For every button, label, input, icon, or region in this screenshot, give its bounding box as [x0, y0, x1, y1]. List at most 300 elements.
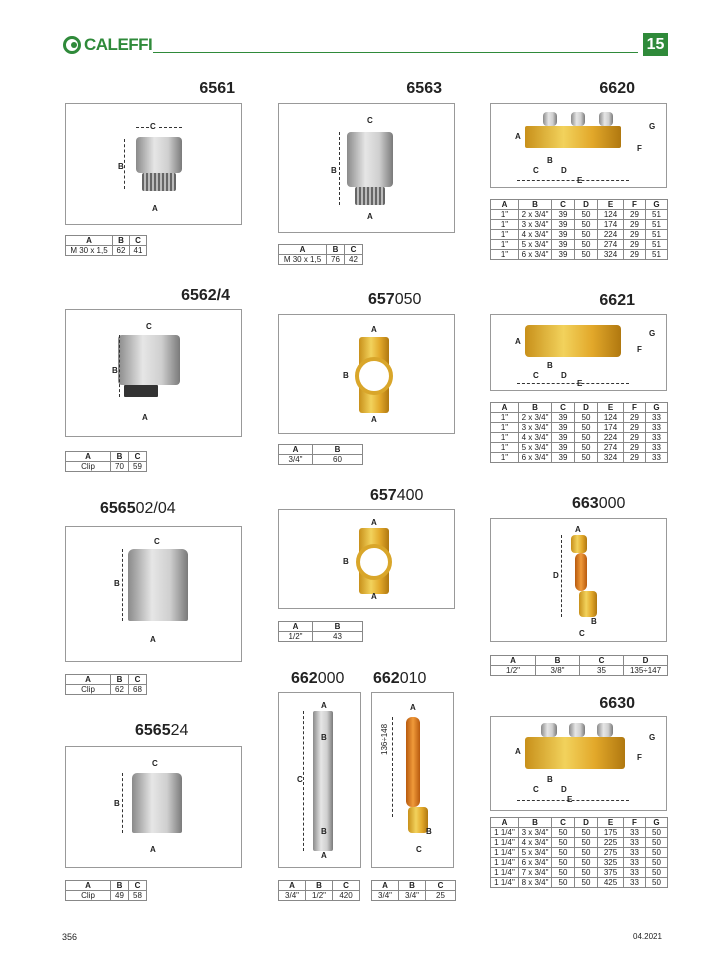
table-header: C [333, 881, 360, 891]
actuator-body [136, 137, 182, 173]
drawing-6561 [65, 103, 242, 225]
dim-e: E [577, 176, 583, 185]
table-cell: 29 [624, 433, 646, 443]
actuator-nut [142, 173, 176, 191]
table-cell: 50 [575, 230, 598, 240]
table-cell: 274 [598, 443, 624, 453]
dim-d: D [553, 571, 559, 580]
code-bold: 6565 [135, 722, 171, 739]
table-cell: 50 [646, 858, 668, 868]
drawing-662010 [371, 692, 454, 868]
table-header: A [491, 818, 519, 828]
product-code-662010 [373, 670, 458, 688]
drawing-6563 [278, 103, 455, 233]
table-cell: 1 1/4" [491, 858, 519, 868]
revision-date: 04.2021 [633, 932, 662, 941]
table-header: B [327, 245, 345, 255]
table-cell: 3/8" [536, 666, 580, 676]
table-header: C [129, 452, 147, 462]
dim-a: A [150, 845, 156, 854]
table-header: B [111, 452, 129, 462]
dim-c: C [579, 629, 585, 638]
table-cell: 2 x 3/4" [519, 413, 552, 423]
table-cell: M 30 x 1,5 [279, 255, 327, 265]
dim-length: 136÷148 [380, 723, 389, 755]
dim-c: C [152, 759, 158, 768]
table-cell: 50 [552, 858, 575, 868]
dim-c: C [416, 845, 422, 854]
dim-line [517, 800, 629, 801]
table-cell: 1" [491, 240, 519, 250]
table-cell: 68 [129, 685, 147, 695]
table-header: F [624, 200, 646, 210]
table-cell: 1" [491, 453, 519, 463]
code-light: 000 [317, 670, 345, 687]
table-header: F [624, 403, 646, 413]
dim-b: B [112, 366, 118, 375]
table-header: B [306, 881, 333, 891]
dim-d: D [561, 785, 567, 794]
spec-table-656502-04 [65, 674, 147, 695]
table-cell: 39 [552, 443, 575, 453]
table-cell: 50 [575, 413, 598, 423]
caleffi-logo [63, 35, 152, 55]
dim-c: C [297, 775, 303, 784]
dim-b: B [118, 162, 124, 171]
spec-table-6621 [490, 402, 668, 463]
table-cell: 60 [313, 455, 363, 465]
dim-c: C [146, 322, 152, 331]
table-cell: 124 [598, 413, 624, 423]
table-cell: 1" [491, 433, 519, 443]
table-header: C [129, 675, 147, 685]
product-code-6562-4: 6562/4 [181, 287, 230, 304]
table-cell: 324 [598, 250, 624, 260]
table-header: B [111, 675, 129, 685]
table-cell: 33 [624, 878, 646, 888]
flexible-hose [406, 717, 420, 807]
dim-b-top: B [321, 733, 327, 742]
table-header: B [313, 622, 363, 632]
code-bold: 657 [370, 487, 397, 504]
dim-line [561, 535, 562, 617]
dim-a-bottom: A [371, 415, 377, 424]
dim-a: A [142, 413, 148, 422]
table-header: D [575, 818, 598, 828]
dim-a-bottom: A [371, 592, 377, 601]
spec-table-663000 [490, 655, 668, 676]
table-cell: 3 x 3/4" [519, 423, 552, 433]
table-cell: 3 x 3/4" [519, 220, 552, 230]
dim-a: A [152, 204, 158, 213]
code-light: 000 [598, 495, 626, 512]
table-cell: 70 [111, 462, 129, 472]
table-cell: 50 [575, 878, 598, 888]
table-cell: 50 [575, 433, 598, 443]
dim-b: B [547, 156, 553, 165]
product-code-6630: 6630 [599, 695, 635, 712]
fitting-top [571, 535, 587, 553]
table-cell: 29 [624, 230, 646, 240]
dim-b: B [343, 371, 349, 380]
valve-head [541, 723, 557, 737]
table-cell: 39 [552, 220, 575, 230]
table-cell: 5 x 3/4" [519, 240, 552, 250]
table-cell: 59 [129, 462, 147, 472]
product-code-656502-04 [100, 500, 200, 518]
drawing-6562-4 [65, 309, 242, 437]
table-cell: 325 [598, 858, 624, 868]
dim-b: B [591, 617, 597, 626]
table-cell: 275 [598, 848, 624, 858]
table-header: A [66, 675, 111, 685]
table-cell: 33 [646, 413, 668, 423]
table-header: A [372, 881, 399, 891]
table-header: B [111, 881, 129, 891]
table-cell: 39 [552, 423, 575, 433]
product-code-656524 [135, 722, 225, 740]
table-cell: 50 [575, 250, 598, 260]
table-header: A [279, 622, 313, 632]
dim-d: D [561, 166, 567, 175]
code-bold: 657 [368, 291, 395, 308]
table-header: D [575, 200, 598, 210]
table-cell: 50 [575, 828, 598, 838]
table-header: C [130, 236, 147, 246]
valve-head [599, 112, 613, 126]
dim-line [392, 717, 393, 817]
table-cell: 3/4" [372, 891, 399, 901]
table-cell: 62 [111, 685, 129, 695]
drawing-6621 [490, 314, 667, 391]
table-cell: 224 [598, 230, 624, 240]
table-cell: 6 x 3/4" [519, 250, 552, 260]
dim-b: B [331, 166, 337, 175]
code-bold: 662 [291, 670, 318, 687]
spec-table-6620 [490, 199, 668, 260]
table-cell: 50 [575, 240, 598, 250]
table-cell: 50 [646, 828, 668, 838]
table-cell: 50 [575, 858, 598, 868]
code-bold: 662 [373, 670, 400, 687]
table-header: C [552, 200, 575, 210]
table-cell: 33 [624, 828, 646, 838]
dim-a: A [410, 703, 416, 712]
dim-line [122, 773, 123, 833]
dim-c: C [367, 116, 373, 125]
table-cell: 50 [646, 838, 668, 848]
thermometer-dial [355, 357, 393, 395]
table-cell: 33 [624, 868, 646, 878]
table-cell: 174 [598, 220, 624, 230]
dim-a-top: A [371, 325, 377, 334]
table-cell: 50 [552, 838, 575, 848]
table-cell: 1" [491, 210, 519, 220]
valve-head [571, 112, 585, 126]
spec-table-6630 [490, 817, 668, 888]
drawing-663000 [490, 518, 667, 642]
table-cell: 25 [426, 891, 456, 901]
dim-a-top: A [371, 518, 377, 527]
table-cell: 50 [575, 443, 598, 453]
table-cell: 49 [111, 891, 129, 901]
table-cell: 50 [552, 878, 575, 888]
table-cell: 39 [552, 250, 575, 260]
drawing-656502-04 [65, 526, 242, 662]
table-cell: 50 [552, 868, 575, 878]
flexible-hose [575, 553, 587, 591]
table-cell: 425 [598, 878, 624, 888]
table-cell: 1 1/4" [491, 828, 519, 838]
table-cell: 135÷147 [624, 666, 668, 676]
table-cell: 1" [491, 423, 519, 433]
actuator-body [118, 335, 180, 385]
dim-d: D [561, 371, 567, 380]
table-header: A [491, 656, 536, 666]
dim-g: G [649, 733, 656, 742]
table-cell: 420 [333, 891, 360, 901]
table-cell: 33 [624, 848, 646, 858]
dim-line [303, 711, 304, 851]
dim-c: C [150, 122, 156, 131]
table-cell: 62 [113, 246, 130, 256]
table-header: E [598, 200, 624, 210]
table-cell: 1 1/4" [491, 838, 519, 848]
table-cell: 1/2" [279, 632, 313, 642]
table-cell: 39 [552, 413, 575, 423]
table-cell: 50 [646, 848, 668, 858]
table-cell: 1/2" [491, 666, 536, 676]
table-header: B [519, 403, 552, 413]
table-cell: 3/4" [399, 891, 426, 901]
table-cell: Clip [66, 462, 111, 472]
table-cell: 6 x 3/4" [519, 453, 552, 463]
dim-a: A [575, 525, 581, 534]
table-cell: 1/2" [306, 891, 333, 901]
dim-c: C [154, 537, 160, 546]
spec-table-662010 [371, 880, 456, 901]
table-cell: 4 x 3/4" [519, 838, 552, 848]
header-rule [153, 52, 638, 53]
table-cell: 1" [491, 230, 519, 240]
table-cell: 39 [552, 210, 575, 220]
table-cell: 1" [491, 250, 519, 260]
table-cell: 51 [646, 210, 668, 220]
table-cell: 33 [646, 423, 668, 433]
code-light: 400 [396, 487, 424, 504]
table-header: B [113, 236, 130, 246]
dim-f: F [637, 144, 642, 153]
table-header: F [624, 818, 646, 828]
dim-a-bottom: A [321, 851, 327, 860]
dim-line [339, 132, 340, 205]
product-code-6563: 6563 [406, 80, 442, 97]
table-cell: 50 [575, 220, 598, 230]
table-header: C [129, 881, 147, 891]
table-header: G [646, 200, 668, 210]
dim-a-top: A [321, 701, 327, 710]
table-header: A [491, 200, 519, 210]
fitting-nut [408, 807, 428, 833]
dim-a: A [515, 747, 521, 756]
table-cell: 174 [598, 423, 624, 433]
table-cell: 29 [624, 413, 646, 423]
code-light: 02/04 [135, 500, 176, 517]
dim-a: A [515, 132, 521, 141]
table-header: D [624, 656, 668, 666]
table-cell: 50 [575, 453, 598, 463]
table-cell: 29 [624, 453, 646, 463]
table-cell: 51 [646, 220, 668, 230]
dim-line [136, 127, 149, 128]
table-cell: 51 [646, 250, 668, 260]
spec-table-662000 [278, 880, 360, 901]
table-cell: 41 [130, 246, 147, 256]
page-number: 356 [62, 932, 78, 942]
table-cell: 124 [598, 210, 624, 220]
table-header: C [552, 403, 575, 413]
table-cell: 3 x 3/4" [519, 828, 552, 838]
table-cell: 1" [491, 413, 519, 423]
table-cell: 175 [598, 828, 624, 838]
table-cell: 274 [598, 240, 624, 250]
table-cell: 1 1/4" [491, 878, 519, 888]
product-code-663000 [572, 495, 657, 513]
thermometer-dial [356, 544, 392, 580]
table-header: C [552, 818, 575, 828]
table-cell: 2 x 3/4" [519, 210, 552, 220]
table-header: A [66, 236, 113, 246]
table-cell: 4 x 3/4" [519, 433, 552, 443]
table-header: C [426, 881, 456, 891]
table-header: A [279, 245, 327, 255]
dim-line [124, 139, 125, 189]
dim-line [517, 180, 629, 181]
code-bold: 6565 [100, 500, 136, 517]
table-cell: Clip [66, 891, 111, 901]
dim-g: G [649, 122, 656, 131]
dim-e: E [577, 379, 583, 388]
table-cell: 324 [598, 453, 624, 463]
dim-a: A [367, 212, 373, 221]
table-header: A [491, 403, 519, 413]
spec-table-6561 [65, 235, 147, 256]
table-cell: 33 [624, 858, 646, 868]
dim-b: B [114, 579, 120, 588]
table-cell: 42 [345, 255, 363, 265]
table-cell: 50 [575, 868, 598, 878]
table-cell: 1 1/4" [491, 868, 519, 878]
table-header: C [345, 245, 363, 255]
spec-table-656524 [65, 880, 147, 901]
dim-e: E [567, 795, 573, 804]
drawing-657400 [278, 509, 455, 609]
spec-table-657050 [278, 444, 363, 465]
product-code-657050 [368, 291, 453, 309]
spec-table-6562-4 [65, 451, 147, 472]
table-cell: 5 x 3/4" [519, 443, 552, 453]
table-cell: 50 [552, 848, 575, 858]
table-cell: 29 [624, 250, 646, 260]
table-cell: 1" [491, 220, 519, 230]
dim-line [119, 335, 120, 397]
product-code-6621: 6621 [599, 292, 635, 309]
table-header: G [646, 818, 668, 828]
fitting-bottom [579, 591, 597, 617]
table-cell: 33 [646, 433, 668, 443]
table-cell: 50 [575, 848, 598, 858]
table-cell: 29 [624, 443, 646, 453]
dim-b: B [114, 799, 120, 808]
table-cell: 1" [491, 443, 519, 453]
table-header: G [646, 403, 668, 413]
actuator-body [132, 773, 182, 833]
table-header: B [519, 818, 552, 828]
table-cell: M 30 x 1,5 [66, 246, 113, 256]
dim-g: G [649, 329, 656, 338]
table-cell: 50 [575, 210, 598, 220]
table-cell: 4 x 3/4" [519, 230, 552, 240]
actuator-body [347, 132, 393, 187]
table-cell: 50 [575, 838, 598, 848]
dim-c: C [533, 166, 539, 175]
table-header: A [279, 881, 306, 891]
table-cell: 3/4" [279, 455, 313, 465]
table-cell: 3/4" [279, 891, 306, 901]
product-code-657400 [370, 487, 455, 505]
table-cell: 224 [598, 433, 624, 443]
table-cell: 58 [129, 891, 147, 901]
drawing-656524 [65, 746, 242, 868]
table-cell: 76 [327, 255, 345, 265]
actuator-base [124, 385, 158, 397]
table-header: E [598, 403, 624, 413]
table-header: A [66, 881, 111, 891]
table-cell: 375 [598, 868, 624, 878]
drawing-6620 [490, 103, 667, 188]
table-header: E [598, 818, 624, 828]
actuator-nut [355, 187, 385, 205]
table-header: B [536, 656, 580, 666]
valve-head [569, 723, 585, 737]
table-cell: 51 [646, 230, 668, 240]
table-cell: 50 [575, 423, 598, 433]
table-cell: 50 [646, 868, 668, 878]
table-cell: 39 [552, 230, 575, 240]
table-cell: 29 [624, 240, 646, 250]
table-cell: 7 x 3/4" [519, 868, 552, 878]
spec-table-6563 [278, 244, 363, 265]
table-header: A [66, 452, 111, 462]
dim-line [159, 127, 182, 128]
spec-table-657400 [278, 621, 363, 642]
code-bold: 663 [572, 495, 599, 512]
dim-b: B [547, 361, 553, 370]
product-code-6561: 6561 [199, 80, 235, 97]
dim-c: C [533, 785, 539, 794]
chapter-badge: 15 [643, 33, 668, 56]
table-cell: 29 [624, 210, 646, 220]
table-cell: 50 [552, 828, 575, 838]
valve-head [597, 723, 613, 737]
table-cell: 225 [598, 838, 624, 848]
drawing-657050 [278, 314, 455, 434]
table-header: D [575, 403, 598, 413]
dim-line [517, 383, 629, 384]
table-cell: 39 [552, 453, 575, 463]
table-cell: 1 1/4" [491, 848, 519, 858]
drawing-6630 [490, 716, 667, 811]
